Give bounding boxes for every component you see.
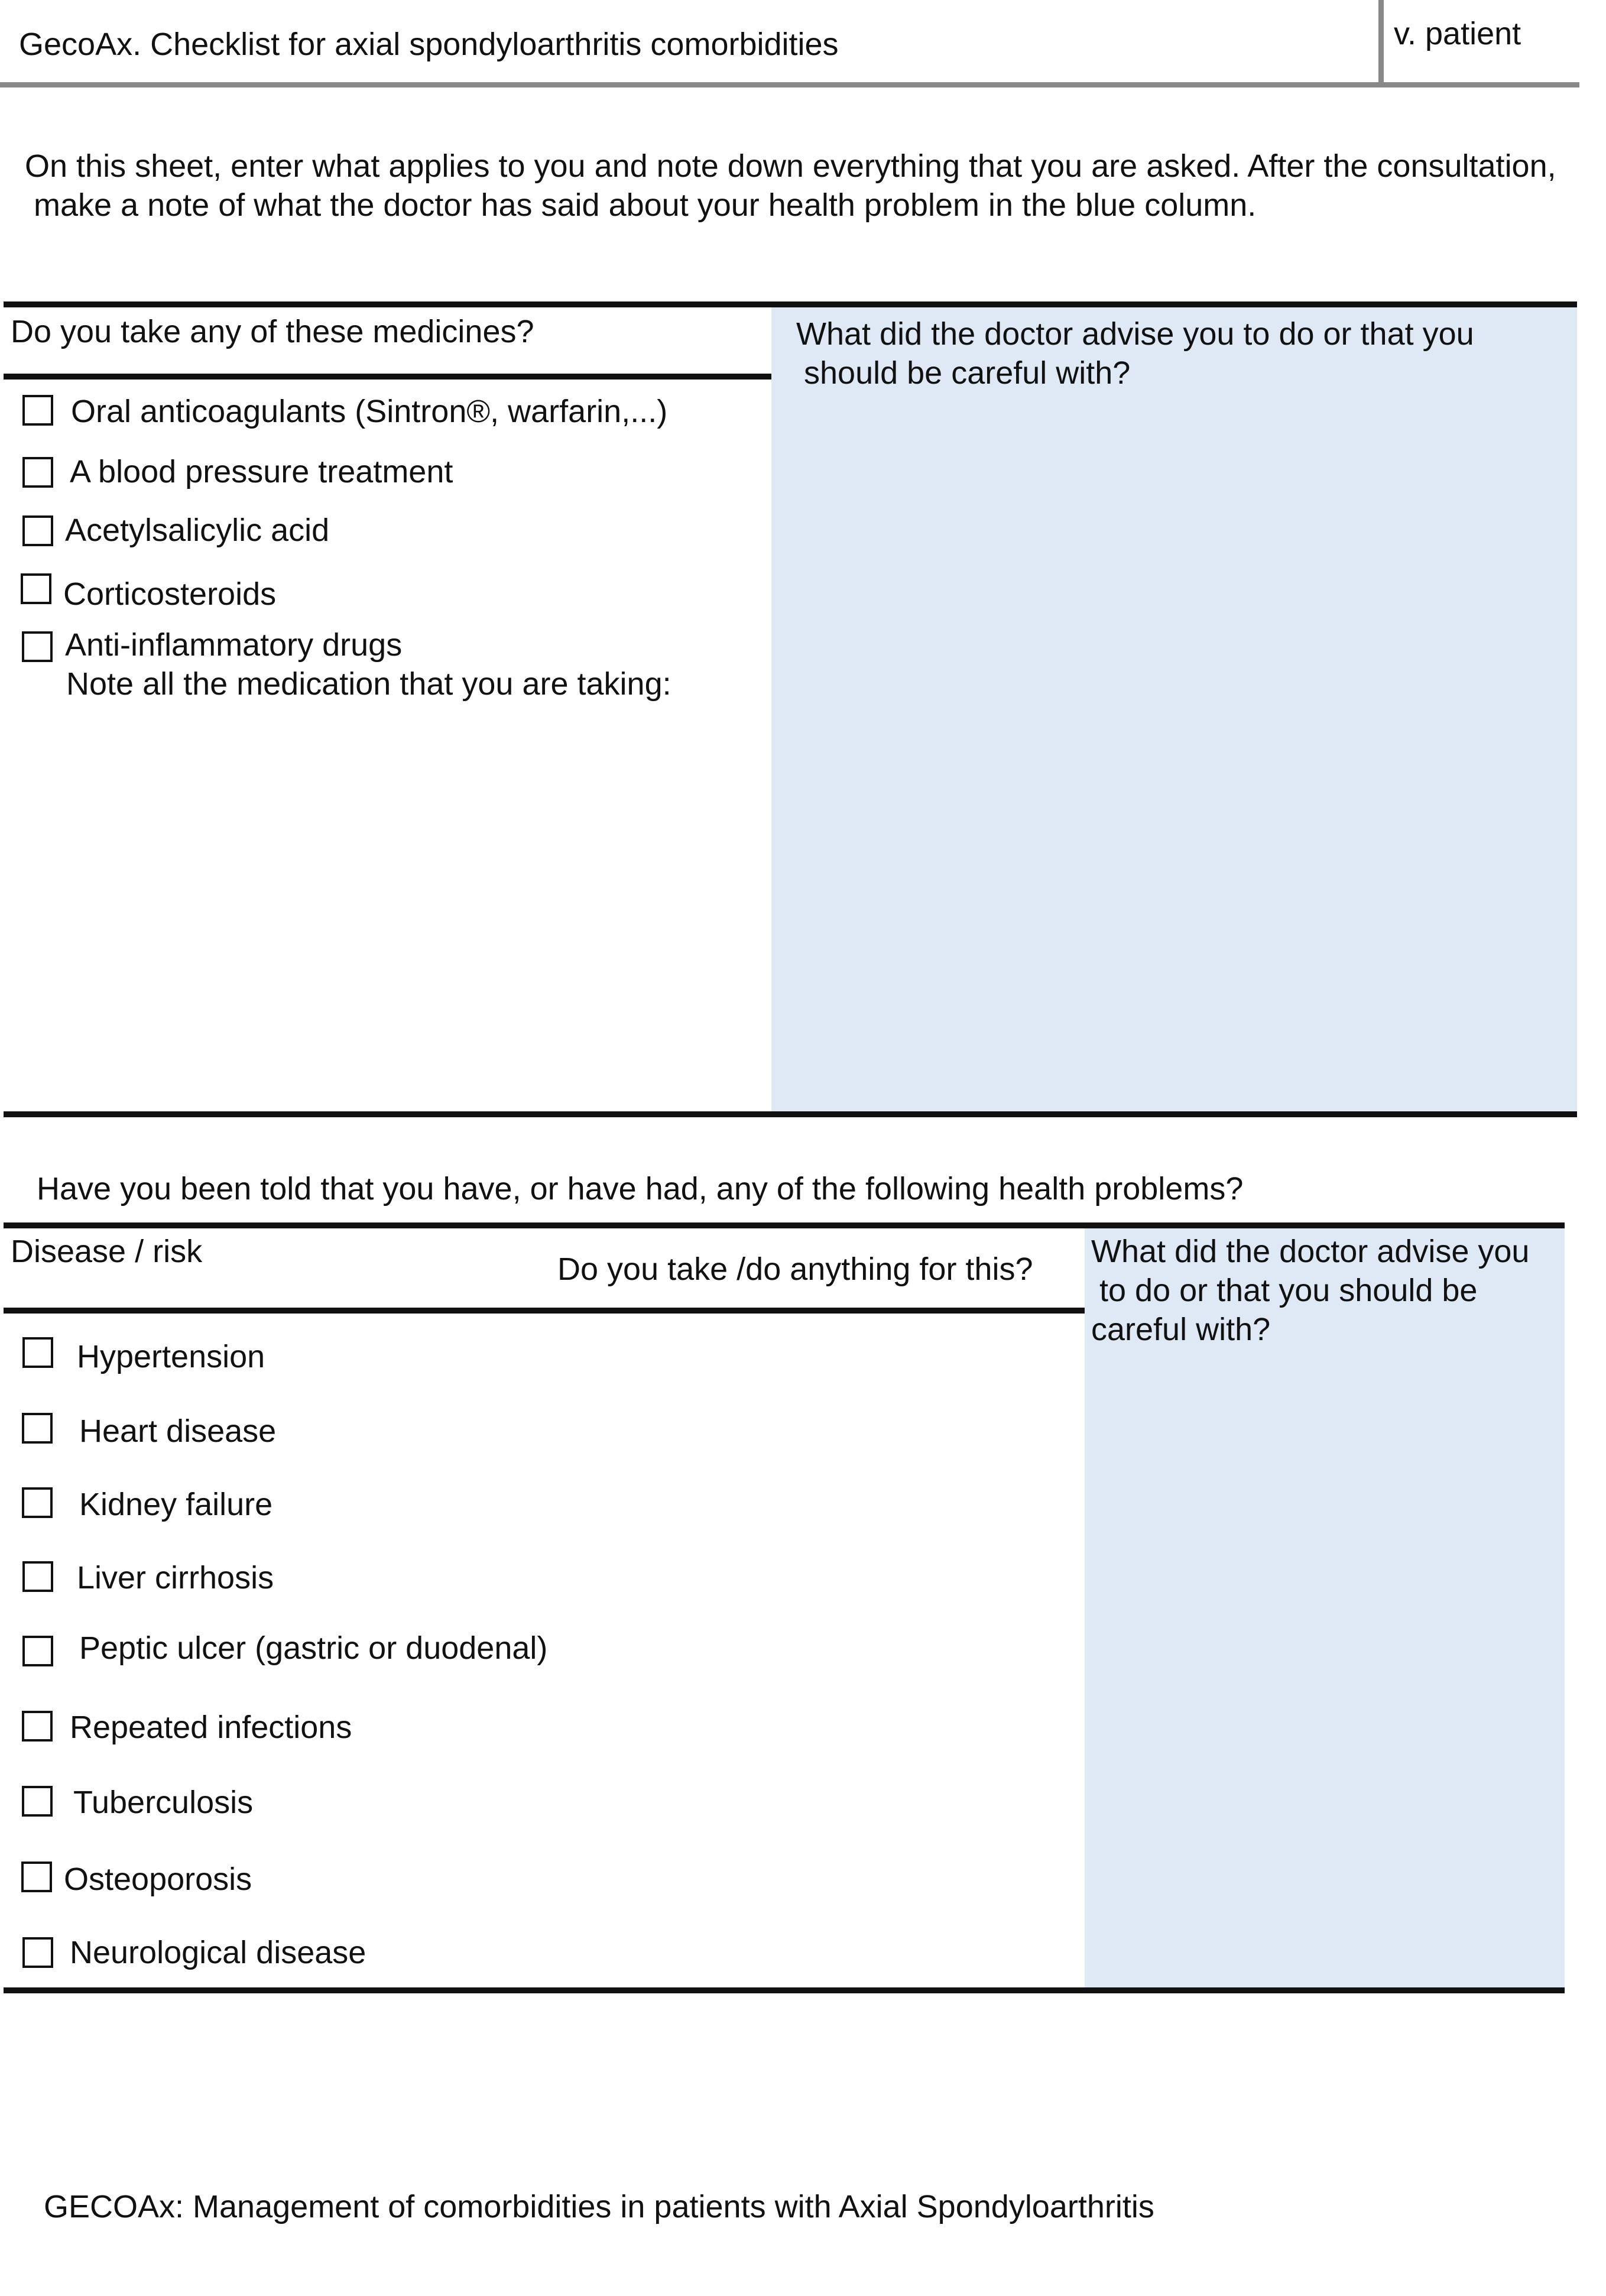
medicines-advice-column[interactable]	[771, 307, 1577, 1111]
medicines-bottom-rule	[4, 1111, 1577, 1117]
disease-label: Kidney failure	[79, 1487, 273, 1522]
checkbox-repeated-infections[interactable]	[22, 1711, 53, 1742]
medicines-advice-heading-1: What did the doctor advise you to do or that you	[796, 316, 1474, 352]
problems-advice-heading-1: What did the doctor advise you	[1091, 1234, 1530, 1269]
medicines-advice-heading-2: should be careful with?	[804, 355, 1131, 391]
header-divider	[1378, 0, 1384, 87]
disease-label: Heart disease	[79, 1413, 277, 1449]
checkbox-blood-pressure-treatment[interactable]	[22, 457, 53, 488]
medicines-top-rule	[4, 301, 1577, 307]
footer-text: GECOAx: Management of comorbidities in patients with Axial Spondyloarthritis	[44, 2189, 1154, 2224]
version-label: v. patient	[1394, 16, 1521, 51]
column-disease-risk: Disease / risk	[11, 1234, 203, 1269]
disease-label: Peptic ulcer (gastric or duodenal)	[79, 1630, 548, 1666]
header-box	[0, 0, 1579, 87]
intro-line-2: make a note of what the doctor has said about your health problem in the blue column.	[34, 187, 1257, 223]
checkbox-oral-anticoagulants[interactable]	[22, 395, 53, 426]
problems-advice-heading-3: careful with?	[1091, 1312, 1271, 1347]
column-treatment: Do you take /do anything for this?	[557, 1251, 1033, 1287]
checkbox-acetylsalicylic-acid[interactable]	[22, 515, 53, 546]
medicine-label: Corticosteroids	[63, 576, 277, 612]
page-title: GecoAx. Checklist for axial spondyloarthritis comorbidities	[19, 27, 839, 62]
medicines-question: Do you take any of these medicines?	[11, 314, 534, 349]
problems-bottom-rule	[4, 1987, 1565, 1993]
medicine-label: A blood pressure treatment	[70, 454, 453, 489]
checkbox-corticosteroids[interactable]	[21, 573, 51, 604]
medicine-label: Oral anticoagulants (Sintron®, warfarin,...)	[71, 394, 668, 429]
disease-label: Osteoporosis	[64, 1862, 252, 1897]
checkbox-liver-cirrhosis[interactable]	[22, 1561, 53, 1592]
medicine-label: Anti-inflammatory drugs	[65, 627, 403, 663]
checkbox-osteoporosis[interactable]	[21, 1862, 52, 1892]
medication-notes-area[interactable]	[12, 709, 763, 1100]
checkbox-peptic-ulcer[interactable]	[22, 1636, 53, 1666]
checkbox-tuberculosis[interactable]	[22, 1786, 53, 1817]
checkbox-hypertension[interactable]	[22, 1337, 53, 1368]
intro-line-1: On this sheet, enter what applies to you and note down everything that you are asked. After the consultation,	[25, 148, 1556, 184]
medicine-label: Acetylsalicylic acid	[65, 513, 330, 548]
checkbox-neurological-disease[interactable]	[22, 1937, 53, 1968]
disease-label: Neurological disease	[70, 1935, 366, 1970]
medication-note: Note all the medication that you are taking:	[66, 666, 671, 702]
checkbox-heart-disease[interactable]	[22, 1413, 53, 1444]
disease-label: Liver cirrhosis	[77, 1560, 274, 1595]
problems-header-rule	[4, 1308, 1085, 1314]
disease-label: Hypertension	[77, 1339, 265, 1374]
medicines-header-rule	[4, 374, 771, 380]
problems-top-rule	[4, 1222, 1565, 1228]
checkbox-kidney-failure[interactable]	[22, 1487, 53, 1518]
problems-question: Have you been told that you have, or have had, any of the following health problems?	[37, 1171, 1244, 1207]
disease-label: Tuberculosis	[73, 1785, 254, 1820]
checkbox-anti-inflammatory-drugs[interactable]	[22, 631, 53, 662]
disease-label: Repeated infections	[70, 1710, 352, 1745]
problems-advice-heading-2: to do or that you should be	[1099, 1273, 1478, 1308]
